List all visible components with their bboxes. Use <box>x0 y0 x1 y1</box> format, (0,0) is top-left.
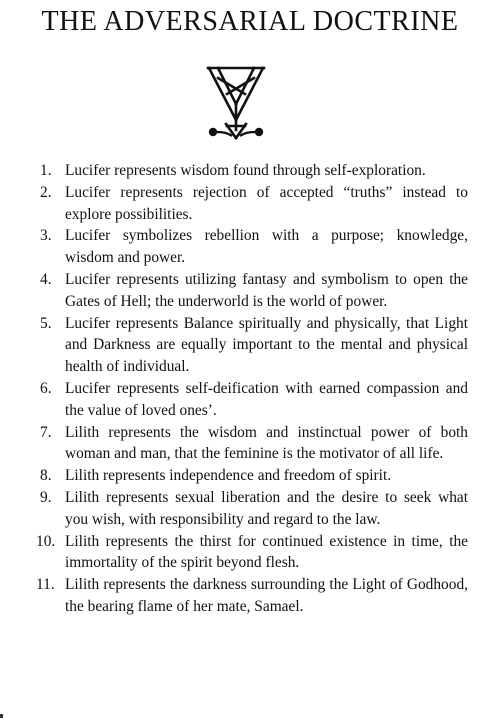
doctrine-item-5 <box>40 313 468 378</box>
item-text: Lucifer represents Balance spiritually and physically, that Light and Darkness are equally important to the mental and physical health of individual. <box>65 314 468 376</box>
item-text: Lilith represents the thirst for continued existence in time, the immortality of the spirit beyond flesh. <box>65 532 468 572</box>
doctrine-item-6 <box>40 378 468 422</box>
item-number: 7. <box>40 423 52 441</box>
doctrine-list <box>36 160 468 618</box>
item-number: 11. <box>36 576 55 594</box>
item-number: 4. <box>40 270 52 288</box>
item-number: 8. <box>40 467 52 485</box>
doctrine-item-7 <box>40 422 468 466</box>
doctrine-item-2 <box>40 182 468 226</box>
item-text: Lucifer represents rejection of accepted “truths” instead to explore possibilities. <box>65 183 468 223</box>
item-number: 6. <box>40 379 52 397</box>
item-text: Lilith represents the darkness surrounding the Light of Godhood, the bearing flame of her mate, Samael. <box>65 576 468 615</box>
doctrine-item-8 <box>40 465 468 487</box>
item-text: Lucifer symbolizes rebellion with a purpose; knowledge, wisdom and power. <box>65 227 468 267</box>
item-text: Lilith represents the wisdom and instinctual power of both woman and man, that the feminine is the motivator of all life. <box>65 423 468 463</box>
sigil-of-lucifer-icon <box>205 64 267 142</box>
item-text: Lilith represents sexual liberation and the desire to seek what you wish, with responsibility and regard to the law. <box>65 488 468 528</box>
item-number: 2. <box>40 183 52 201</box>
doctrine-item-1 <box>40 160 468 182</box>
item-number: 5. <box>40 314 52 332</box>
item-number: 9. <box>40 488 52 506</box>
item-number: 10. <box>36 532 56 550</box>
item-text: Lilith represents independence and freedom of spirit. <box>65 467 392 485</box>
item-number: 3. <box>40 227 52 245</box>
item-text: Lucifer represents utilizing fantasy and symbolism to open the Gates of Hell; the underworld is the world of power. <box>65 270 468 310</box>
item-text: Lucifer represents wisdom found through self-exploration. <box>65 162 426 179</box>
edge-mark <box>0 714 3 718</box>
doctrine-item-4 <box>40 269 468 313</box>
doctrine-item-10 <box>36 531 468 575</box>
doctrine-item-3 <box>40 225 468 269</box>
item-number: 1. <box>40 162 52 179</box>
item-text: Lucifer represents self-deification with earned compassion and the value of loved ones’. <box>65 379 468 419</box>
doctrine-item-11 <box>36 574 468 618</box>
page-title: THE ADVERSARIAL DOCTRINE <box>41 6 459 37</box>
doctrine-item-9 <box>40 487 468 531</box>
